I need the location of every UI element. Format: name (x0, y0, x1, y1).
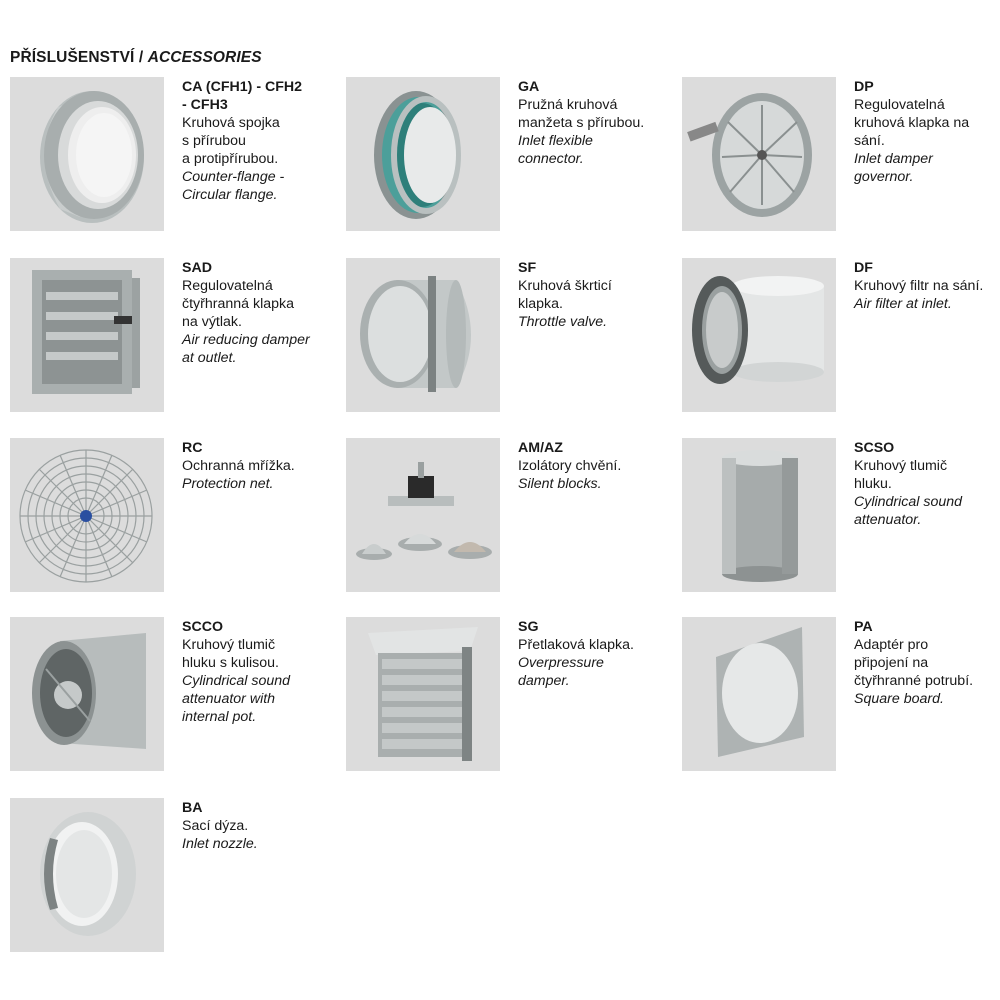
item-desc-cz: Kruhový filtr na sání. (854, 278, 984, 294)
item-desc-cz: Kruhová spojka s přírubou a protipřírubou. (182, 115, 280, 167)
item-desc-cz: Regulovatelná kruhová klapka na sání. (854, 97, 970, 149)
item-code: DP (854, 79, 874, 95)
accessory-ca (10, 77, 335, 233)
item-desc-cz: Regulovatelná čtyřhranná klapka na výtlak. (182, 278, 294, 330)
item-code: BA (182, 800, 203, 816)
item-code: DF (854, 260, 873, 276)
item-desc-en: Overpressure damper. (518, 655, 604, 689)
item-desc-en: Inlet nozzle. (182, 836, 258, 852)
accessory-sf (346, 258, 671, 414)
inlet-nozzle-icon (10, 798, 164, 952)
item-code: SG (518, 619, 539, 635)
title-cz: PŘÍSLUŠENSTVÍ / (10, 49, 144, 66)
flange-ring-icon (10, 77, 164, 231)
sound-attenuator-icon (682, 438, 836, 592)
item-code: SCSO (854, 440, 895, 456)
item-code: GA (518, 79, 540, 95)
item-desc-cz: Adaptér pro připojení na čtyřhranné potrubí. (854, 637, 974, 689)
square-board-icon (682, 617, 836, 771)
accessory-df (682, 258, 1000, 414)
item-code: CA (CFH1) - CFH2 - CFH3 (182, 79, 303, 113)
item-desc-en: Cylindrical sound attenuator. (854, 494, 963, 528)
item-desc-en: Cylindrical sound attenuator with internal pot. (182, 673, 291, 725)
item-desc-cz: Izolátory chvění. (518, 458, 622, 474)
square-damper-icon (10, 258, 164, 412)
accessory-rc (10, 438, 335, 594)
overpressure-damper-icon (346, 617, 500, 771)
accessory-scco (10, 617, 335, 773)
accessory-sg (346, 617, 671, 773)
protection-net-icon (10, 438, 164, 592)
item-desc-en: Counter-flange - Circular flange. (182, 169, 285, 203)
item-desc-cz: Kruhová škrticí klapka. (518, 278, 612, 312)
item-desc-cz: Kruhový tlumič hluku s kulisou. (182, 637, 279, 671)
title-en: ACCESSORIES (147, 49, 262, 66)
item-code: SF (518, 260, 537, 276)
item-desc-en: Air reducing damper at outlet. (182, 332, 310, 366)
item-desc-cz: Pružná kruhová manžeta s přírubou. (518, 97, 645, 131)
item-code: SAD (182, 260, 212, 276)
accessory-ga (346, 77, 671, 233)
flexible-connector-icon (346, 77, 500, 231)
item-desc-cz: Ochranná mřížka. (182, 458, 295, 474)
page-title (10, 49, 262, 67)
throttle-valve-icon (346, 258, 500, 412)
accessory-dp (682, 77, 1000, 233)
item-desc-cz: Sací dýza. (182, 818, 249, 834)
accessory-sad (10, 258, 335, 414)
item-code: SCCO (182, 619, 223, 635)
attenuator-pot-icon (10, 617, 164, 771)
item-desc-en: Square board. (854, 691, 944, 707)
item-code: AM/AZ (518, 440, 563, 456)
silent-blocks-icon (346, 438, 500, 592)
item-desc-en: Protection net. (182, 476, 274, 492)
item-code: RC (182, 440, 203, 456)
item-code: PA (854, 619, 873, 635)
item-desc-cz: Přetlaková klapka. (518, 637, 634, 653)
accessory-scso (682, 438, 1000, 594)
accessory-pa (682, 617, 1000, 773)
accessory-ba (10, 798, 335, 954)
air-filter-icon (682, 258, 836, 412)
item-desc-en: Inlet damper governor. (854, 151, 933, 185)
inlet-damper-icon (682, 77, 836, 231)
item-desc-en: Inlet flexible connector. (518, 133, 593, 167)
item-desc-cz: Kruhový tlumič hluku. (854, 458, 948, 492)
item-desc-en: Throttle valve. (518, 314, 608, 330)
item-desc-en: Air filter at inlet. (854, 296, 952, 312)
item-desc-en: Silent blocks. (518, 476, 602, 492)
accessory-am-az (346, 438, 671, 594)
